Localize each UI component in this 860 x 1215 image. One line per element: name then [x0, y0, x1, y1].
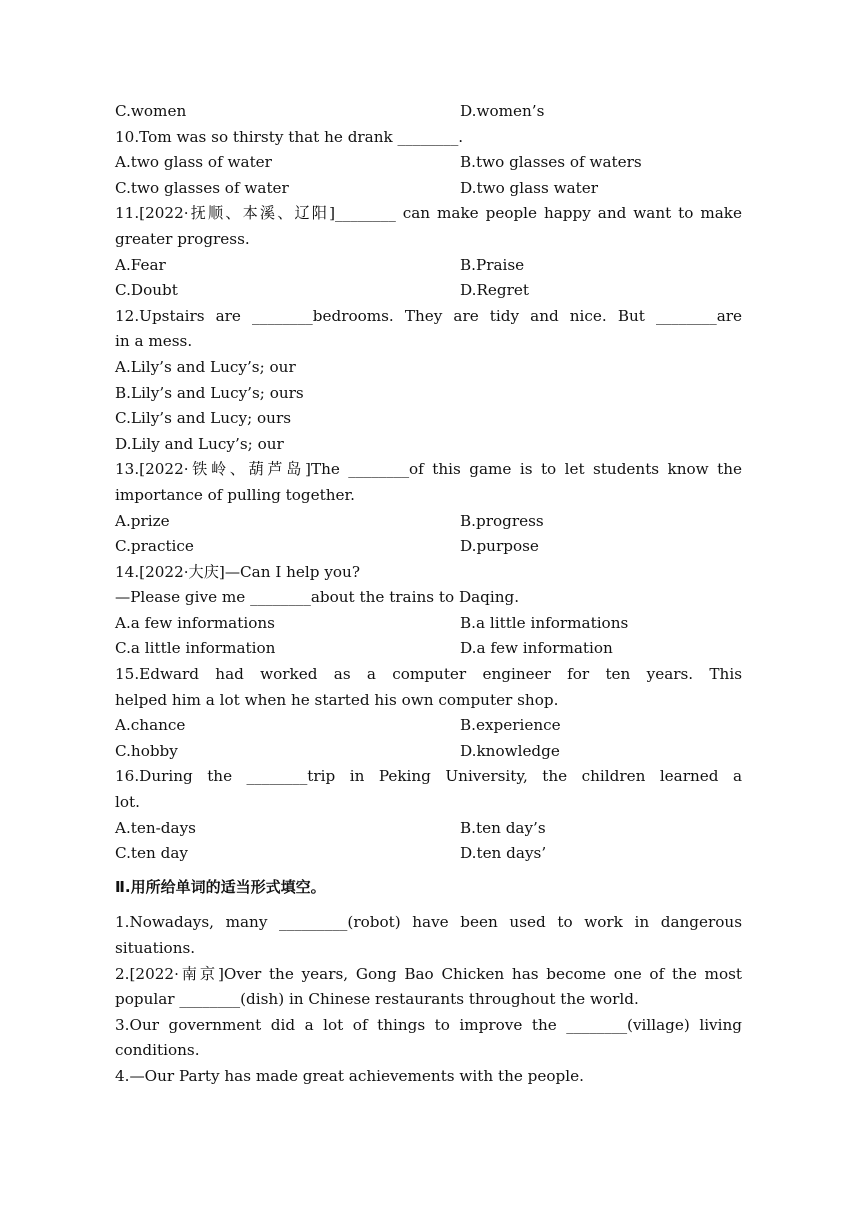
q11-options-cd — [115, 278, 742, 304]
q11-option-a: A.Fear — [115, 255, 166, 274]
q11-option-c: C.Doubt — [115, 281, 178, 300]
q15-option-a: A.chance — [115, 716, 186, 735]
q13-options-ab — [115, 509, 742, 535]
s2-item2-line1: 2.[2022·南京]Over the years, Gong Bao Chicken has become one of the most — [115, 964, 742, 983]
q16-option-b: B.ten day’s — [460, 818, 546, 837]
q14-option-b: B.a little informations — [460, 613, 629, 632]
q10-option-d: D.two glass water — [460, 178, 598, 197]
q15-options-ab — [115, 713, 742, 739]
q13-option-c: C.practice — [115, 537, 194, 556]
s2-item1-line2: situations. — [115, 939, 196, 957]
q12-stem-line2: in a mess. — [115, 332, 193, 351]
q16-options-cd — [115, 841, 742, 867]
s2-item3-line1: 3.Our government did a lot of things to improve the ________(village) living — [115, 1015, 742, 1034]
q15-option-b: B.experience — [460, 716, 561, 735]
q14-option-c: C.a little information — [115, 639, 276, 658]
q15-options-cd — [115, 739, 742, 765]
q10-option-c: C.two glasses of water — [115, 178, 289, 197]
q13-stem-line2: importance of pulling together. — [115, 485, 355, 504]
q12-option-b: B.Lily’s and Lucy’s; ours — [115, 383, 304, 402]
q15-stem-line1: 15.Edward had worked as a computer engineer for ten years. This — [115, 665, 742, 684]
q11-options-ab — [115, 253, 742, 279]
section-2-heading: Ⅱ.用所给单词的适当形式填空。 — [115, 877, 326, 896]
q13-options-cd — [115, 534, 742, 560]
q10-option-a: A.two glass of water — [115, 153, 272, 172]
q9-option-d: D.women’s — [460, 102, 545, 120]
q16-stem-line1: 16.During the ________trip in Peking University, the children learned a — [115, 767, 742, 786]
q12-stem-line1: 12.Upstairs are ________bedrooms. They are tidy and nice. But ________are — [115, 306, 742, 325]
s2-item3-line2: conditions. — [115, 1041, 200, 1060]
q15-option-c: C.hobby — [115, 741, 178, 760]
q9-options-cd — [115, 99, 742, 125]
q16-stem-line2: lot. — [115, 793, 140, 812]
q16-option-c: C.ten day — [115, 844, 188, 863]
q11-option-b: B.Praise — [460, 255, 525, 274]
q16-options-ab — [115, 816, 742, 842]
s2-item2-line2: popular ________(dish) in Chinese restaurants throughout the world. — [115, 990, 639, 1009]
q14-option-d: D.a few information — [460, 639, 613, 658]
q12-option-d: D.Lily and Lucy’s; our — [115, 434, 284, 453]
q11-stem-line1: 11.[2022·抚顺、本溪、辽阳]________ can make people happy and want to make — [115, 204, 742, 223]
q14-option-a: A.a few informations — [115, 613, 275, 632]
q10-option-b: B.two glasses of waters — [460, 153, 642, 172]
q12-option-a: A.Lily’s and Lucy’s; our — [115, 357, 296, 376]
q10-options-ab — [115, 150, 742, 176]
q14-options-ab — [115, 611, 742, 637]
q15-stem-line2: helped him a lot when he started his own computer shop. — [115, 690, 559, 709]
q13-option-d: D.purpose — [460, 537, 539, 556]
q12-option-c: C.Lily’s and Lucy; ours — [115, 409, 291, 428]
q14-stem-line1: 14.[2022·大庆]—Can I help you? — [115, 562, 360, 581]
q14-options-cd — [115, 636, 742, 662]
q15-option-d: D.knowledge — [460, 741, 560, 760]
s2-item4-line1: 4.—Our Party has made great achievements with the people. — [115, 1066, 584, 1085]
q13-option-b: B.progress — [460, 511, 544, 530]
q10-options-cd — [115, 176, 742, 202]
q10-stem: 10.Tom was so thirsty that he drank ________. — [115, 127, 464, 146]
q11-stem-line2: greater progress. — [115, 229, 250, 248]
q11-option-d: D.Regret — [460, 281, 529, 300]
q14-stem-line2: —Please give me ________about the trains to Daqing. — [115, 588, 520, 607]
q13-stem-line1: 13.[2022·铁岭、葫芦岛]The ________of this game is to let students know the — [115, 460, 742, 479]
q16-option-a: A.ten-days — [115, 818, 196, 837]
q16-option-d: D.ten days’ — [460, 844, 547, 863]
q13-option-a: A.prize — [115, 511, 170, 530]
worksheet-page — [115, 99, 742, 1090]
q9-option-c: C.women — [115, 102, 187, 120]
s2-item1-line1: 1.Nowadays, many _________(robot) have been used to work in dangerous — [115, 913, 742, 932]
